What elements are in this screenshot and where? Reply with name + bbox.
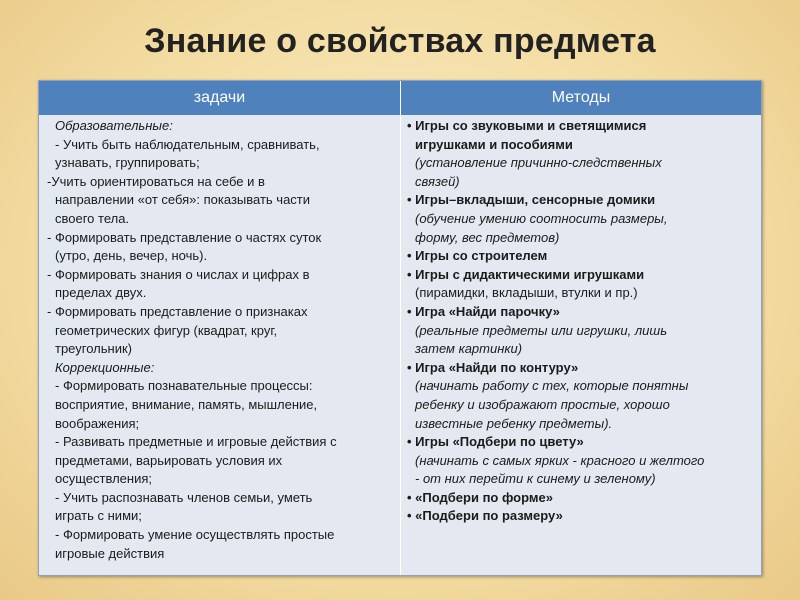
- tasks-line: своего тела.: [55, 210, 130, 226]
- tasks-line: восприятие, внимание, память, мышление,: [55, 396, 318, 412]
- methods-line: • Игра «Найди парочку»: [407, 303, 560, 319]
- tasks-line: узнавать, группировать;: [55, 155, 200, 171]
- header-tasks: задачи: [193, 89, 246, 106]
- methods-line: • «Подбери по размеру»: [407, 508, 563, 524]
- tasks-line: треугольник): [55, 341, 132, 357]
- table-header-row: [39, 81, 761, 115]
- methods-line: связей): [415, 173, 460, 189]
- slide-title: Знание о свойствах предмета: [144, 22, 656, 60]
- methods-line: • Игры со звуковыми и светящимися: [407, 118, 647, 133]
- methods-line: • «Подбери по форме»: [407, 489, 553, 505]
- tasks-line: игровые действия: [55, 545, 165, 561]
- methods-line: (установление причинно-следственных: [415, 155, 662, 171]
- tasks-line: Коррекционные:: [55, 359, 155, 375]
- methods-line: • Игры–вкладыши, сенсорные домики: [407, 192, 656, 208]
- tasks-line: направлении «от себя»: показывать части: [55, 192, 311, 208]
- tasks-line: - Формировать представление о признаках: [47, 303, 308, 319]
- tasks-line: - Формировать представление о частях суток: [47, 229, 322, 245]
- methods-line: известные ребенку предметы).: [415, 415, 613, 431]
- tasks-line: - Учить быть наблюдательным, сравнивать,: [55, 136, 320, 152]
- methods-line: игрушками и пособиями: [415, 136, 573, 152]
- methods-line: (пирамидки, вкладыши, втулки и пр.): [415, 285, 638, 301]
- column-divider: [400, 115, 401, 575]
- methods-line: • Игры «Подбери по цвету»: [407, 434, 584, 450]
- tasks-line: Образовательные:: [55, 118, 173, 133]
- tasks-line: -Учить ориентироваться на себе и в: [47, 173, 265, 189]
- methods-line: - от них перейти к синему и зеленому): [415, 471, 656, 487]
- methods-line: (реальные предметы или игрушки, лишь: [415, 322, 668, 338]
- tasks-line: (утро, день, вечер, ночь).: [55, 248, 208, 264]
- methods-line: • Игры со строителем: [407, 248, 548, 264]
- methods-line: (обучение умению соотносить размеры,: [415, 210, 668, 226]
- tasks-line: пределах двух.: [55, 285, 147, 301]
- tasks-line: - Формировать умение осуществлять простые: [55, 527, 335, 543]
- methods-line: • Игры с дидактическими игрушками: [407, 266, 645, 282]
- tasks-line: предметами, варьировать условия их: [55, 452, 283, 468]
- methods-line: ребенку и изображают простые, хорошо: [415, 396, 670, 412]
- tasks-line: - Формировать знания о числах и цифрах в: [47, 266, 310, 282]
- methods-line: затем картинки): [415, 341, 523, 357]
- methods-line: • Игра «Найди по контуру»: [407, 359, 579, 375]
- methods-line: (начинать с самых ярких - красного и желтого: [415, 452, 705, 468]
- tasks-line: - Учить распознавать членов семьи, уметь: [55, 489, 313, 505]
- methods-column: [407, 117, 755, 526]
- header-methods: Методы: [551, 89, 611, 106]
- methods-line: форму, вес предметов): [415, 229, 560, 245]
- tasks-line: воображения;: [55, 415, 140, 431]
- tasks-line: геометрических фигур (квадрат, круг,: [55, 322, 278, 338]
- tasks-line: - Формировать познавательные процессы:: [55, 378, 313, 394]
- methods-line: (начинать работу с тех, которые понятны: [415, 378, 689, 394]
- content-table: [38, 80, 762, 576]
- tasks-line: осуществления;: [55, 471, 152, 487]
- tasks-column: [47, 117, 395, 563]
- tasks-line: - Развивать предметные и игровые действия с: [55, 434, 337, 450]
- tasks-line: играть с ними;: [55, 508, 142, 524]
